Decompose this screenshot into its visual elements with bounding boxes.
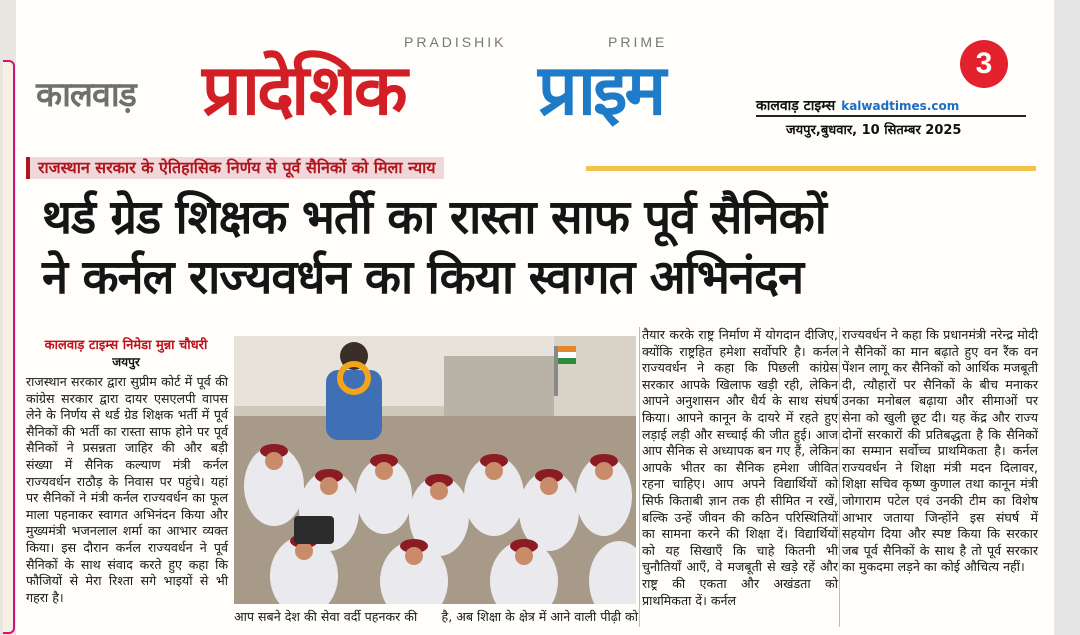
byline-reporter: कालवाड़ टाइम्स निमेडा मुन्ना चौधरी (44, 338, 208, 353)
headline-line-1: थर्ड ग्रेड शिक्षक भर्ती का रास्ता साफ पूर्व सैनिकों (42, 190, 826, 245)
paper-name: कालवाड़ टाइम्स (756, 98, 836, 114)
adjacent-page-strip (3, 60, 15, 634)
masthead-city: कालवाड़ (36, 75, 136, 115)
column-1-text: राजस्थान सरकार द्वारा सुप्रीम कोर्ट में पूर्व की कांग्रेस सरकार द्वारा दायर एसएलपी वापस लेने के निर्णय से थर्ड ग्रेड शिक्षक भर्ती में पूर्व सैनिकों की भर्ती का रास्ता साफ होने पर पूर्व सैनिकों ने प्रसन्नता जाहिर की और बड़ी संख्या में सैनिक कल्याण मंत्री कर्नल राज्यवर्धन राठौड़ के निवास पर पहुंचे। यहां पर सैनिकों ने मंत्री कर्नल राज्यवर्धन का फूल माला पहनाकर स्वागत अभिनंदन किया और मुख्यमंत्री भजनलाल शर्मा का आभार व्यक्त किया। इस दौरान कर्नल राज्यवर्धन ने पूर्व सैनिकों के साथ संवाद करते हुए कहा कि फौजियों से मेरा रिश्ता सगे भाइयों से भी गहरा है। (26, 374, 228, 605)
brand-small-right: PRIME (608, 34, 668, 50)
article-column-1 (26, 374, 228, 606)
brand-title-right: प्राइम (538, 49, 664, 131)
dateline: जयपुर,बुधवार, 10 सितम्बर 2025 (786, 123, 962, 138)
byline-place: जयपुर (112, 355, 140, 369)
brand-small-left: PRADISHIK (404, 34, 507, 50)
headline-line-2: ने कर्नल राज्यवर्धन का किया स्वागत अभिनंदन (42, 250, 804, 305)
column-divider-2 (839, 327, 840, 627)
article-photo (234, 336, 636, 604)
column-4-text: राज्यवर्धन ने कहा कि प्रधानमंत्री नरेन्द्र मोदी ने सैनिकों का मान बढ़ाते हुए वन रैंक वन पेंशन लागू कर सैनिकों को आर्थिक मजबूती दी, त्यौहारों पर सैनिकों के बीच मनाकर उनका मनोबल बढ़ाया और सीमाओं पर सेना को खुली छूट दी। यह केंद्र और राज्य दोनों सरकारों की प्रतिबद्धता है कि सैनिकों का सम्मान सर्वोच्च प्राथमिकता है। कर्नल राज्यवर्धन ने शिक्षा मंत्री मदन दिलावर, शिक्षा सचिव कृष्ण कुणाल तथा कानून मंत्री जोगाराम पटेल एवं उनकी टीम का विशेष आभार जताया जिन्होंने इस संघर्ष में सहयोग दिया और स्पष्ट किया कि सरकार जब पूर्व सैनिकों के साथ है तो पूर्व सरकार का मुकदमा लड़ने का कोई औचित्य नहीं। (842, 327, 1038, 575)
caption-right: है, अब शिक्षा के क्षेत्र में आने वाली पीढ़ी को (441, 609, 638, 624)
newspaper-page (16, 0, 1054, 635)
article-column-4 (842, 327, 1038, 576)
adjacent-page-edge-left (0, 0, 16, 635)
adjacent-page-edge-right (1054, 0, 1080, 635)
kicker-decoration-bar (586, 166, 1036, 171)
article-byline (26, 338, 226, 370)
column-3-text: तैयार करके राष्ट्र निर्माण में योगदान दीजिए, क्योंकि राष्ट्रहित हमेशा सर्वोपरि है। कर्नल राज्यवर्धन ने कहा कि पिछली कांग्रेस सरकार आपके खिलाफ खड़ी रही, लेकिन आपने अनुशासन और धैर्य के साथ संघर्ष किया। आपने कानून के दायरे में रहते हुए लड़ाई लड़ी और सच्चाई की जीत हुई। आज आप सैनिक से अध्यापक बन गए हैं, लेकिन आपके भीतर का सैनिक हमेशा जीवित रहना चाहिए। आप अपने विद्यार्थियों को सिर्फ किताबी ज्ञान तक ही सीमित न रखें, बल्कि उन्हें जीवन की कठिन परिस्थितियों का सामना करने की शिक्षा दें। विद्यार्थियों को यह सिखाएँ कि चाहे कितनी भी चुनौतियाँ आएँ, वे मजबूती से खड़े रहें और राष्ट्र की एकता और अखंडता को प्राथमिकता दें। कर्नल (642, 327, 838, 608)
article-kicker: राजस्थान सरकार के ऐतिहासिक निर्णय से पूर्व सैनिकों को मिला न्याय (26, 157, 444, 179)
article-column-3 (642, 327, 838, 609)
crowd-photo-illustration (234, 336, 636, 604)
masthead-meta (756, 96, 1026, 138)
brand-title-left: प्रादेशिक (202, 49, 405, 131)
page-number-badge: 3 (960, 40, 1008, 88)
website-link[interactable]: kalwadtimes.com (841, 99, 960, 113)
caption-left: आप सबने देश की सेवा वर्दी पहनकर की (234, 609, 418, 624)
photo-caption (234, 608, 638, 625)
article-headline (42, 188, 1042, 308)
column-divider-1 (639, 327, 640, 627)
masthead-rule (756, 115, 1026, 117)
